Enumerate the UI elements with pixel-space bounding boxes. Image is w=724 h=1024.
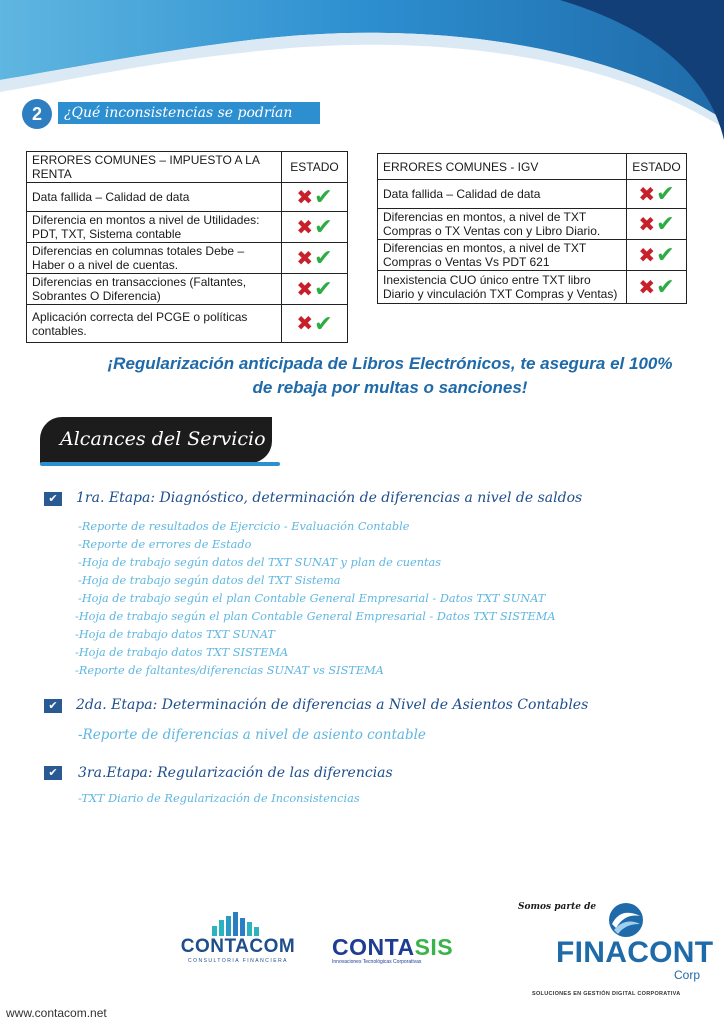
finacont-wordmark: FINACONT: [556, 936, 714, 969]
contacom-tagline: CONSULTORIA FINANCIERA: [187, 958, 289, 964]
x-mark-icon: ✖: [638, 276, 656, 299]
x-mark-icon: ✖: [296, 216, 314, 239]
stage-1-check-icon: ✔: [44, 492, 62, 506]
state-cell: [282, 212, 348, 243]
check-mark-icon: ✔: [656, 242, 675, 267]
finacont-corp-label: Corp: [674, 968, 701, 982]
finacont-tagline: SOLUCIONES EN GESTIÓN DIGITAL CORPORATIVA: [532, 991, 681, 997]
highlight-line-2: de rebaja por multas o sanciones!: [252, 378, 528, 397]
contasis-wordmark: [332, 934, 472, 961]
highlight-message: [80, 352, 700, 400]
stage-1-item: -Hoja de trabajo según datos del TXT Sistema: [78, 574, 341, 587]
highlight-line-1: ¡Regularización anticipada de Libros Electrónicos, te asegura el 100%: [107, 354, 673, 373]
stage-2-check-icon: ✔: [44, 699, 62, 713]
check-mark-icon: ✔: [656, 211, 675, 236]
contasis-wordmark-b: SIS: [414, 934, 454, 960]
stage-1-item: -Hoja de trabajo datos TXT SISTEMA: [75, 646, 289, 659]
alcances-underline: [40, 462, 280, 466]
stage-2-title: 2da. Etapa: Determinación de diferencias a Nivel de Asientos Contables: [76, 697, 589, 713]
state-cell: [627, 209, 687, 240]
state-cell: [627, 180, 687, 209]
table-row: [27, 243, 348, 274]
section-number-badge: 2: [22, 99, 52, 129]
row-error-text: Data fallida – Calidad de data: [378, 180, 627, 209]
state-cell: [282, 243, 348, 274]
row-error-text: Data fallida – Calidad de data: [27, 183, 282, 212]
table-header-row: [378, 154, 687, 180]
state-cell: [282, 183, 348, 212]
contacom-bars-icon: [210, 912, 266, 936]
row-error-text: Diferencias en montos, a nivel de TXT Compras o TX Ventas con y Libro Diario.: [378, 209, 627, 240]
x-mark-icon: ✖: [296, 278, 314, 301]
column-header-state: ESTADO: [627, 154, 687, 180]
state-cell: [282, 274, 348, 305]
stage-3-check-icon: ✔: [44, 766, 62, 780]
check-mark-icon: ✔: [314, 310, 333, 336]
table-row: [27, 212, 348, 243]
contacom-logo: [180, 912, 296, 968]
table-row: [378, 271, 687, 304]
row-error-text: Inexistencia CUO único entre TXT libro Diario y vinculación TXT Compras y Ventas): [378, 271, 627, 304]
stage-1-item: -Reporte de resultados de Ejercicio - Evaluación Contable: [78, 520, 410, 533]
contacom-wordmark: CONTACOM: [180, 936, 296, 957]
stage-3-title: 3ra.Etapa: Regularización de las diferencias: [78, 765, 393, 781]
stage-1-item: -Hoja de trabajo según el plan Contable General Empresarial - Datos TXT SISTEMA: [75, 610, 556, 623]
state-cell: [627, 271, 687, 304]
finacont-logo: [532, 902, 716, 998]
somos-parte-label: Somos parte de: [518, 902, 597, 912]
x-mark-icon: ✖: [638, 213, 656, 236]
alcances-title-banner: Alcances del Servicio: [40, 417, 272, 463]
row-error-text: Aplicación correcta del PCGE o políticas contables.: [27, 305, 282, 343]
check-mark-icon: ✔: [314, 276, 333, 301]
check-mark-icon: ✔: [314, 184, 333, 209]
errors-table-igv: [377, 153, 687, 304]
x-mark-icon: ✖: [296, 313, 314, 335]
website-link[interactable]: www.contacom.net: [6, 1006, 107, 1020]
table-row: [27, 183, 348, 212]
stage-1-item: -Hoja de trabajo según datos del TXT SUNAT y plan de cuentas: [78, 556, 442, 569]
table-row: [378, 209, 687, 240]
stage-1-item: -Hoja de trabajo según el plan Contable General Empresarial - Datos TXT SUNAT: [78, 592, 546, 605]
table-row: [378, 180, 687, 209]
table-row: [378, 240, 687, 271]
table-row: [27, 305, 348, 343]
stage-1-item: -Reporte de errores de Estado: [78, 538, 252, 551]
state-cell: [627, 240, 687, 271]
x-mark-icon: ✖: [296, 186, 314, 209]
section-title: ¿Qué inconsistencias se podrían dar?: [58, 102, 320, 124]
row-error-text: Diferencias en montos, a nivel de TXT Compras o Ventas Vs PDT 621: [378, 240, 627, 271]
table-header-row: [27, 152, 348, 183]
state-cell: [282, 305, 348, 343]
table-row: [27, 274, 348, 305]
stage-3-item: -TXT Diario de Regularización de Inconsistencias: [78, 792, 360, 805]
contasis-logo: [332, 934, 472, 968]
finacont-globe-icon: [608, 902, 644, 938]
check-mark-icon: ✔: [656, 181, 675, 206]
column-header-state: ESTADO: [282, 152, 348, 183]
stage-2-item: -Reporte de diferencias a nivel de asiento contable: [78, 727, 426, 743]
stage-1-title: 1ra. Etapa: Diagnóstico, determinación de diferencias a nivel de saldos: [76, 490, 583, 506]
check-mark-icon: ✔: [314, 245, 333, 270]
check-mark-icon: ✔: [656, 274, 675, 299]
x-mark-icon: ✖: [638, 183, 656, 206]
contasis-wordmark-a: CONTA: [332, 934, 415, 960]
row-error-text: Diferencia en montos a nivel de Utilidades: PDT, TXT, Sistema contable: [27, 212, 282, 243]
row-error-text: Diferencias en transacciones (Faltantes, Sobrantes O Diferencia): [27, 274, 282, 305]
x-mark-icon: ✖: [638, 244, 656, 267]
contasis-tagline: Innovaciones Tecnológicas Corporativas: [332, 959, 422, 965]
row-error-text: Diferencias en columnas totales Debe – Haber o a nivel de cuentas.: [27, 243, 282, 274]
errors-table-renta: [26, 151, 348, 343]
check-mark-icon: ✔: [314, 214, 333, 239]
stage-1-item: -Reporte de faltantes/diferencias SUNAT vs SISTEMA: [75, 664, 384, 677]
column-header-errors: ERRORES COMUNES – IMPUESTO A LA RENTA: [27, 152, 282, 183]
x-mark-icon: ✖: [296, 247, 314, 270]
column-header-errors: ERRORES COMUNES - IGV: [378, 154, 627, 180]
stage-1-item: -Hoja de trabajo datos TXT SUNAT: [75, 628, 275, 641]
